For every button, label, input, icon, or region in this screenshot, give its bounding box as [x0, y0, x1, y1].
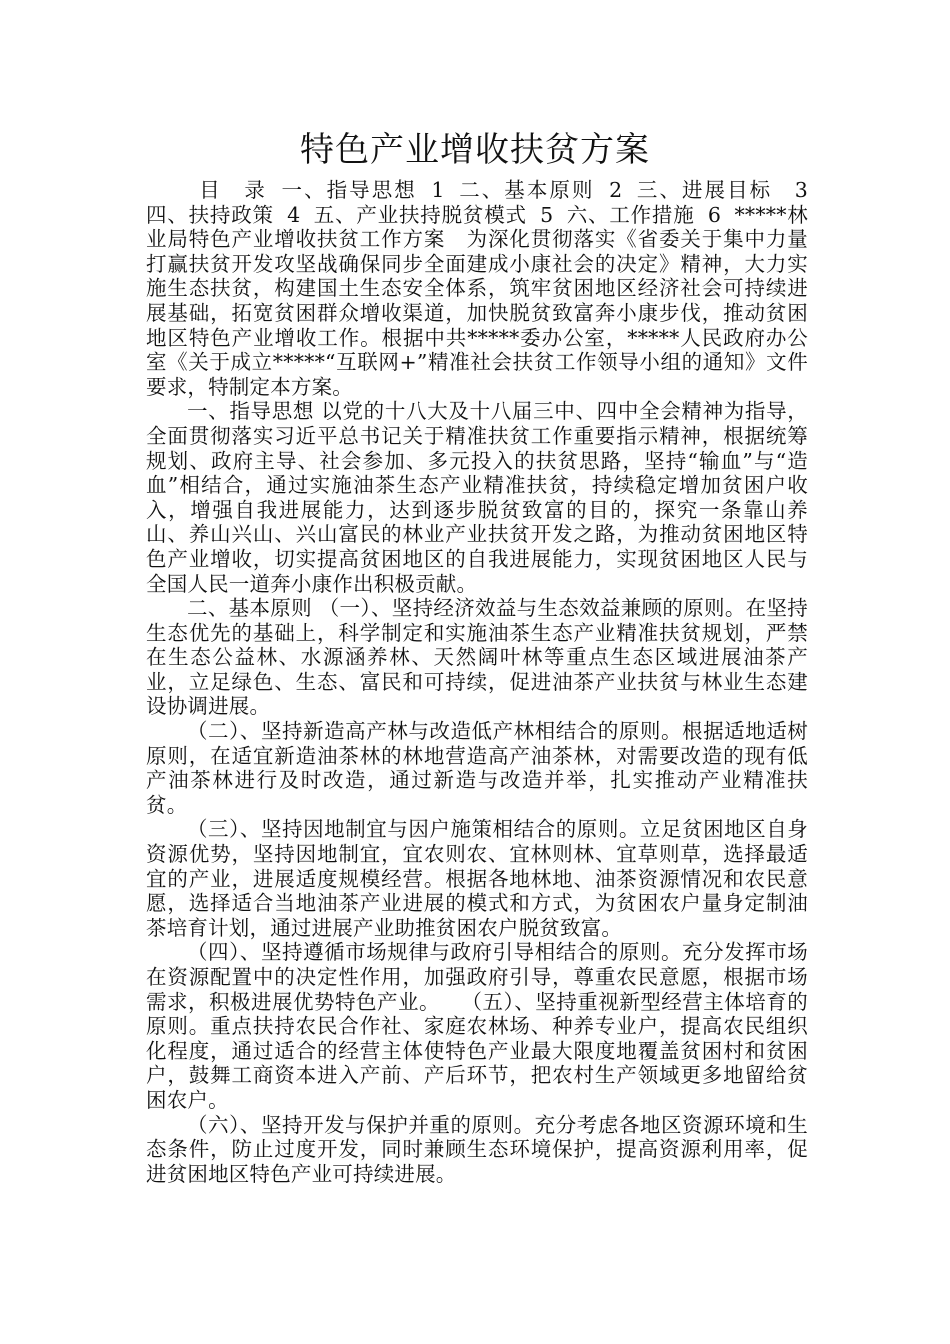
paragraph-intro-toc: 目 录 一、指导思想 1 二、基本原则 2 三、进展目标 3 四、扶持政策 4 五、产业扶持脱贫模式 5 六、工作措施 6 *****林业局特色产业增收扶贫工作方案 为深化贯彻落实《省委关于集中力量打赢扶贫开发攻坚战确保同步全面建成小康社会的决定》精神，大力实施生态扶贫，构建国土生态安全体系，筑牢贫困地区经济社会可持续进展基础，拓宽贫困群众增收渠道，加快脱贫致富奔小康步伐，推动贫困地区特色产业增收工作。根据中共*****委办公室，*****人民政府办公室《关于成立*****“互联网+”精准社会扶贫工作领导小组的通知》文件要求，特制定本方案。	[146, 178, 808, 399]
paragraph-principle-3: （三）、坚持因地制宜与因户施策相结合的原则。立足贫困地区自身资源优势，坚持因地制宜，宜农则农、宜林则林、宜草则草，选择最适宜的产业，进展适度规模经营。根据各地林地、油茶资源情况和农民意愿，选择适合当地油茶产业进展的模式和方式，为贫困农户量身定制油茶培育计划，通过进展产业助推贫困农户脱贫致富。	[146, 817, 808, 940]
document-body	[146, 178, 808, 1186]
paragraph-principle-4-5: （四）、坚持遵循市场规律与政府引导相结合的原则。充分发挥市场在资源配置中的决定性作用，加强政府引导，尊重农民意愿，根据市场需求，积极进展优势特色产业。 （五）、坚持重视新型经营主体培育的原则。重点扶持农民合作社、家庭农林场、种养专业户，提高农民组织化程度，通过适合的经营主体使特色产业最大限度地覆盖贫困村和贫困户，鼓舞工商资本进入产前、产后环节，把农村生产领域更多地留给贫困农户。	[146, 940, 808, 1112]
paragraph-guiding-thought: 一、指导思想 以党的十八大及十八届三中、四中全会精神为指导，全面贯彻落实习近平总书记关于精准扶贫工作重要指示精神，根据统筹规划、政府主导、社会参加、多元投入的扶贫思路，坚持“输血”与“造血”相结合，通过实施油茶生态产业精准扶贫，持续稳定增加贫困户收入，增强自我进展能力，达到逐步脱贫致富的目的，探究一条靠山养山、养山兴山、兴山富民的林业产业扶贫开发之路，为推动贫困地区特色产业增收，切实提高贫困地区的自我进展能力，实现贫困地区人民与全国人民一道奔小康作出积极贡献。	[146, 399, 808, 596]
paragraph-basic-principles: 二、基本原则 （一）、坚持经济效益与生态效益兼顾的原则。在坚持生态优先的基础上，科学制定和实施油茶生态产业精准扶贫规划，严禁在生态公益林、水源涵养林、天然阔叶林等重点生态区域进展油茶产业，立足绿色、生态、富民和可持续，促进油茶产业扶贫与林业生态建设协调进展。	[146, 596, 808, 719]
document-title: 特色产业增收扶贫方案	[300, 130, 650, 170]
paragraph-principle-6: （六）、坚持开发与保护并重的原则。充分考虑各地区资源环境和生态条件，防止过度开发，同时兼顾生态环境保护，提高资源利用率，促进贫困地区特色产业可持续进展。	[146, 1112, 808, 1186]
paragraph-principle-2: （二）、坚持新造高产林与改造低产林相结合的原则。根据适地适树原则，在适宜新造油茶林的林地营造高产油茶林，对需要改造的现有低产油茶林进行及时改造，通过新造与改造并举，扎实推动产业精准扶贫。	[146, 719, 808, 817]
